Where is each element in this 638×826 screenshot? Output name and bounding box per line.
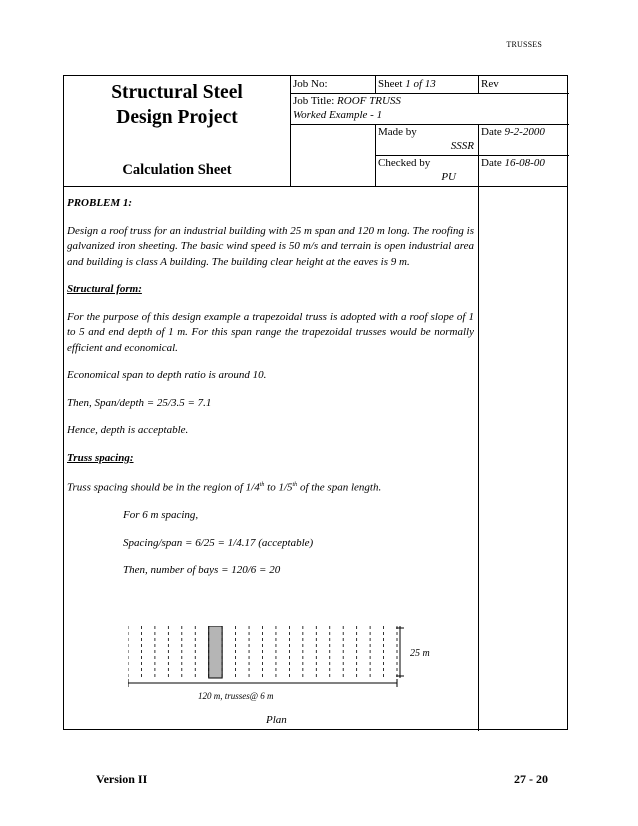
superscript-th: th: [259, 482, 265, 488]
project-title-line1: Structural Steel: [111, 82, 243, 103]
project-title-line2: Design Project: [116, 107, 238, 128]
highlighted-bay: [209, 626, 222, 678]
span-depth-calc: Then, Span/depth = 25/3.5 = 7.1: [67, 396, 212, 409]
truss-lines: [128, 626, 397, 678]
title-block-left: [64, 76, 291, 186]
checked-date-field: [478, 157, 545, 170]
truss-spacing-mid: to 1/5: [264, 481, 293, 494]
divider: [290, 93, 569, 94]
margin-column-divider: [478, 186, 479, 731]
running-header: TRUSSES: [506, 40, 542, 49]
divider: [290, 124, 569, 125]
job-no-label: Job No:: [293, 78, 328, 90]
project-title: [64, 80, 290, 130]
made-date-field: [478, 126, 545, 139]
truss-spacing-pre: Truss spacing should be in the region of 1/4: [67, 481, 260, 494]
sheet-field: [375, 78, 436, 91]
sheet-label: Sheet: [378, 78, 403, 90]
checked-by-value: PU: [441, 171, 456, 183]
truss-spacing-post: of the span length.: [297, 481, 382, 494]
truss-spacing-text: [67, 478, 474, 496]
truss-spacing-heading: Truss spacing:: [67, 451, 134, 464]
made-date-label: Date: [481, 126, 502, 138]
footer-version: Version II: [96, 772, 148, 786]
title-block: [64, 76, 567, 187]
made-by-label: Made by: [378, 126, 417, 138]
hence-text: Hence, depth is acceptable.: [67, 424, 189, 436]
job-title-label: Job Title:: [293, 95, 335, 107]
length-label: 120 m, trusses@ 6 m: [198, 691, 274, 701]
checked-date-label: Date: [481, 157, 502, 169]
worked-example: Worked Example - 1: [293, 109, 383, 121]
plan-caption: Plan: [266, 714, 287, 726]
structural-form-heading: Structural form:: [67, 283, 142, 295]
truss-plan-diagram: [128, 626, 478, 726]
checked-by-field: [375, 157, 478, 185]
superscript-th: th: [292, 482, 298, 488]
sheet-value: 1 of 13: [405, 78, 436, 90]
problem-heading: PROBLEM 1:: [67, 197, 133, 209]
made-by-field: [375, 126, 478, 154]
span-label: 25 m: [410, 648, 430, 659]
sheet-subtitle: Calculation Sheet: [122, 162, 232, 178]
rev-label: Rev: [481, 78, 499, 90]
job-title-field: [290, 95, 401, 108]
job-title-value: ROOF TRUSS: [337, 95, 401, 107]
span-depth-text: Economical span to depth ratio is around 10.: [67, 369, 267, 381]
problem-text: Design a roof truss for an industrial building with 25 m span and 120 m long. The roofing is galvanized iron sheeting. The basic wind speed is 50 m/s and terrain is open industrial area and building is class A building. The building clear height at the eaves is 9 m.: [67, 224, 474, 268]
made-date-value: 9-2-2000: [504, 126, 545, 138]
structural-form-text: For the purpose of this design example a trapezoidal truss is adopted with a roof slope of 1 to 5 and end depth of 1 m. For this span range the trapezoidal trusses would be normally efficient and economical.: [67, 310, 474, 354]
divider: [375, 155, 569, 156]
spacing-span: Spacing/span = 6/25 = 1/4.17 (acceptable): [123, 536, 314, 549]
for-spacing: For 6 m spacing,: [123, 509, 199, 522]
footer-page-number: 27 - 20: [514, 772, 548, 786]
calculation-body: [64, 186, 478, 579]
checked-date-value: 16-08-00: [504, 157, 545, 169]
number-of-bays: Then, number of bays = 120/6 = 20: [123, 564, 281, 577]
made-by-value: SSSR: [450, 140, 474, 152]
calculation-sheet: [63, 75, 568, 730]
checked-by-label: Checked by: [378, 157, 431, 169]
